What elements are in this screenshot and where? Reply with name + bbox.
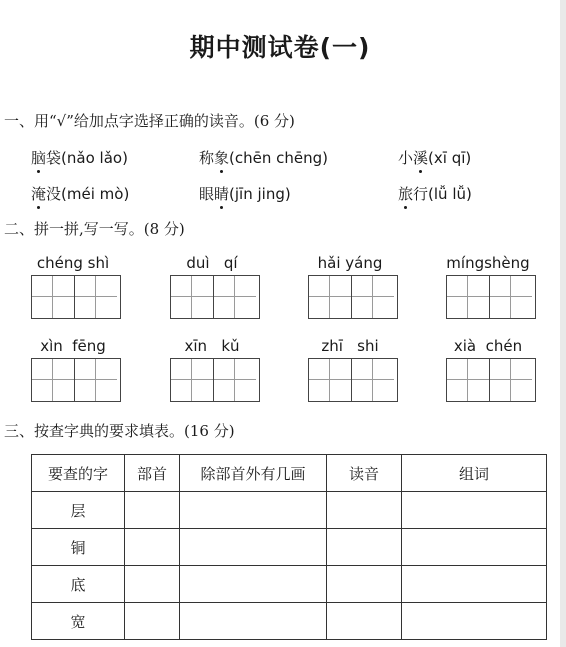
q3-heading: 三、按查字典的要求填表。(16 分) (4, 422, 235, 440)
q1-item-char: 眼 (199, 185, 215, 203)
tianzige-cell[interactable] (447, 276, 489, 318)
answer-cell[interactable] (327, 529, 402, 566)
table-header-cell: 读音 (327, 455, 402, 492)
pinyin-label: hǎi yáng (317, 254, 383, 272)
pinyin-write-group (170, 337, 260, 402)
tianzige-cell[interactable] (213, 359, 256, 401)
pinyin-label: xīn kǔ (184, 337, 240, 355)
q1-pinyin-options[interactable]: (lǚ lǚ) (428, 185, 472, 203)
tianzige-box (31, 358, 121, 402)
pinyin-write-group (31, 254, 121, 319)
page-title: 期中测试卷(一) (189, 33, 371, 62)
table-row (32, 529, 547, 566)
q1-item (31, 147, 128, 168)
table-row (32, 566, 547, 603)
pinyin-write-group (308, 337, 398, 402)
table-header-cell: 组词 (402, 455, 547, 492)
pinyin-write-group (446, 337, 536, 402)
pinyin-label: zhī shi (321, 337, 379, 355)
pinyin-write-group (170, 254, 260, 319)
tianzige-cell[interactable] (32, 276, 74, 318)
answer-cell[interactable] (180, 492, 327, 529)
page-edge-shadow (560, 0, 566, 647)
table-header-row (32, 455, 547, 492)
q1-item (31, 183, 129, 204)
table-header-cell: 要查的字 (32, 455, 125, 492)
tianzige-cell[interactable] (74, 276, 117, 318)
table-row (32, 603, 547, 640)
answer-cell[interactable] (327, 492, 402, 529)
table-header-cell: 除部首外有几画 (180, 455, 327, 492)
tianzige-cell[interactable] (309, 276, 351, 318)
tianzige-cell[interactable] (171, 276, 213, 318)
q1-item-char: 小 (398, 149, 414, 167)
pinyin-write-group (446, 254, 536, 319)
pinyin-label: xià chén (453, 337, 523, 355)
q1-item-char: 行 (413, 185, 429, 203)
tianzige-cell[interactable] (309, 359, 351, 401)
table-char-cell: 底 (32, 566, 125, 603)
answer-cell[interactable] (402, 492, 547, 529)
table-char-cell: 宽 (32, 603, 125, 640)
table-row (32, 492, 547, 529)
q2-heading: 二、拼一拼,写一写。(8 分) (4, 220, 185, 238)
q1-pinyin-options[interactable]: (méi mò) (61, 185, 130, 203)
tianzige-cell[interactable] (489, 359, 532, 401)
pinyin-label: xìn fēng (40, 337, 106, 355)
q1-item-char: 袋 (46, 149, 62, 167)
q1-pinyin-options[interactable]: (xī qī) (428, 149, 472, 167)
answer-cell[interactable] (327, 603, 402, 640)
q1-dotted-char: 淹 (31, 185, 47, 203)
q1-dotted-char: 象 (214, 149, 230, 167)
answer-cell[interactable] (180, 566, 327, 603)
tianzige-box (446, 275, 536, 319)
tianzige-cell[interactable] (213, 276, 256, 318)
tianzige-box (308, 358, 398, 402)
dictionary-table (31, 454, 547, 640)
answer-cell[interactable] (402, 529, 547, 566)
table-char-cell: 铜 (32, 529, 125, 566)
tianzige-cell[interactable] (447, 359, 489, 401)
answer-cell[interactable] (180, 603, 327, 640)
pinyin-write-group (31, 337, 121, 402)
table-header-cell: 部首 (125, 455, 180, 492)
q1-item-char: 没 (46, 185, 62, 203)
q1-item (398, 183, 472, 204)
tianzige-box (308, 275, 398, 319)
q1-pinyin-options[interactable]: (chēn chēng) (229, 149, 329, 167)
pinyin-label: duì qí (186, 254, 238, 272)
q1-item (398, 147, 471, 168)
tianzige-box (31, 275, 121, 319)
answer-cell[interactable] (402, 566, 547, 603)
answer-cell[interactable] (180, 529, 327, 566)
tianzige-cell[interactable] (32, 359, 74, 401)
q1-pinyin-options[interactable]: (nǎo lǎo) (61, 149, 128, 167)
tianzige-box (170, 275, 260, 319)
q1-dotted-char: 溪 (413, 149, 429, 167)
answer-cell[interactable] (125, 492, 180, 529)
tianzige-cell[interactable] (489, 276, 532, 318)
q1-item-char: 称 (199, 149, 215, 167)
answer-cell[interactable] (125, 566, 180, 603)
answer-cell[interactable] (125, 603, 180, 640)
tianzige-cell[interactable] (351, 359, 394, 401)
tianzige-box (446, 358, 536, 402)
q1-pinyin-options[interactable]: (jīn jing) (229, 185, 291, 203)
q1-item (199, 147, 328, 168)
pinyin-write-group (308, 254, 398, 319)
answer-cell[interactable] (402, 603, 547, 640)
q1-heading: 一、用“√”给加点字选择正确的读音。(6 分) (4, 112, 295, 130)
table-char-cell: 层 (32, 492, 125, 529)
pinyin-label: chéng shì (36, 254, 110, 272)
pinyin-label: míngshèng (446, 254, 530, 272)
answer-cell[interactable] (125, 529, 180, 566)
q1-item (199, 183, 291, 204)
q1-dotted-char: 睛 (214, 185, 230, 203)
q1-dotted-char: 旅 (398, 185, 414, 203)
tianzige-cell[interactable] (74, 359, 117, 401)
tianzige-box (170, 358, 260, 402)
tianzige-cell[interactable] (351, 276, 394, 318)
answer-cell[interactable] (327, 566, 402, 603)
q1-dotted-char: 脑 (31, 149, 47, 167)
tianzige-cell[interactable] (171, 359, 213, 401)
